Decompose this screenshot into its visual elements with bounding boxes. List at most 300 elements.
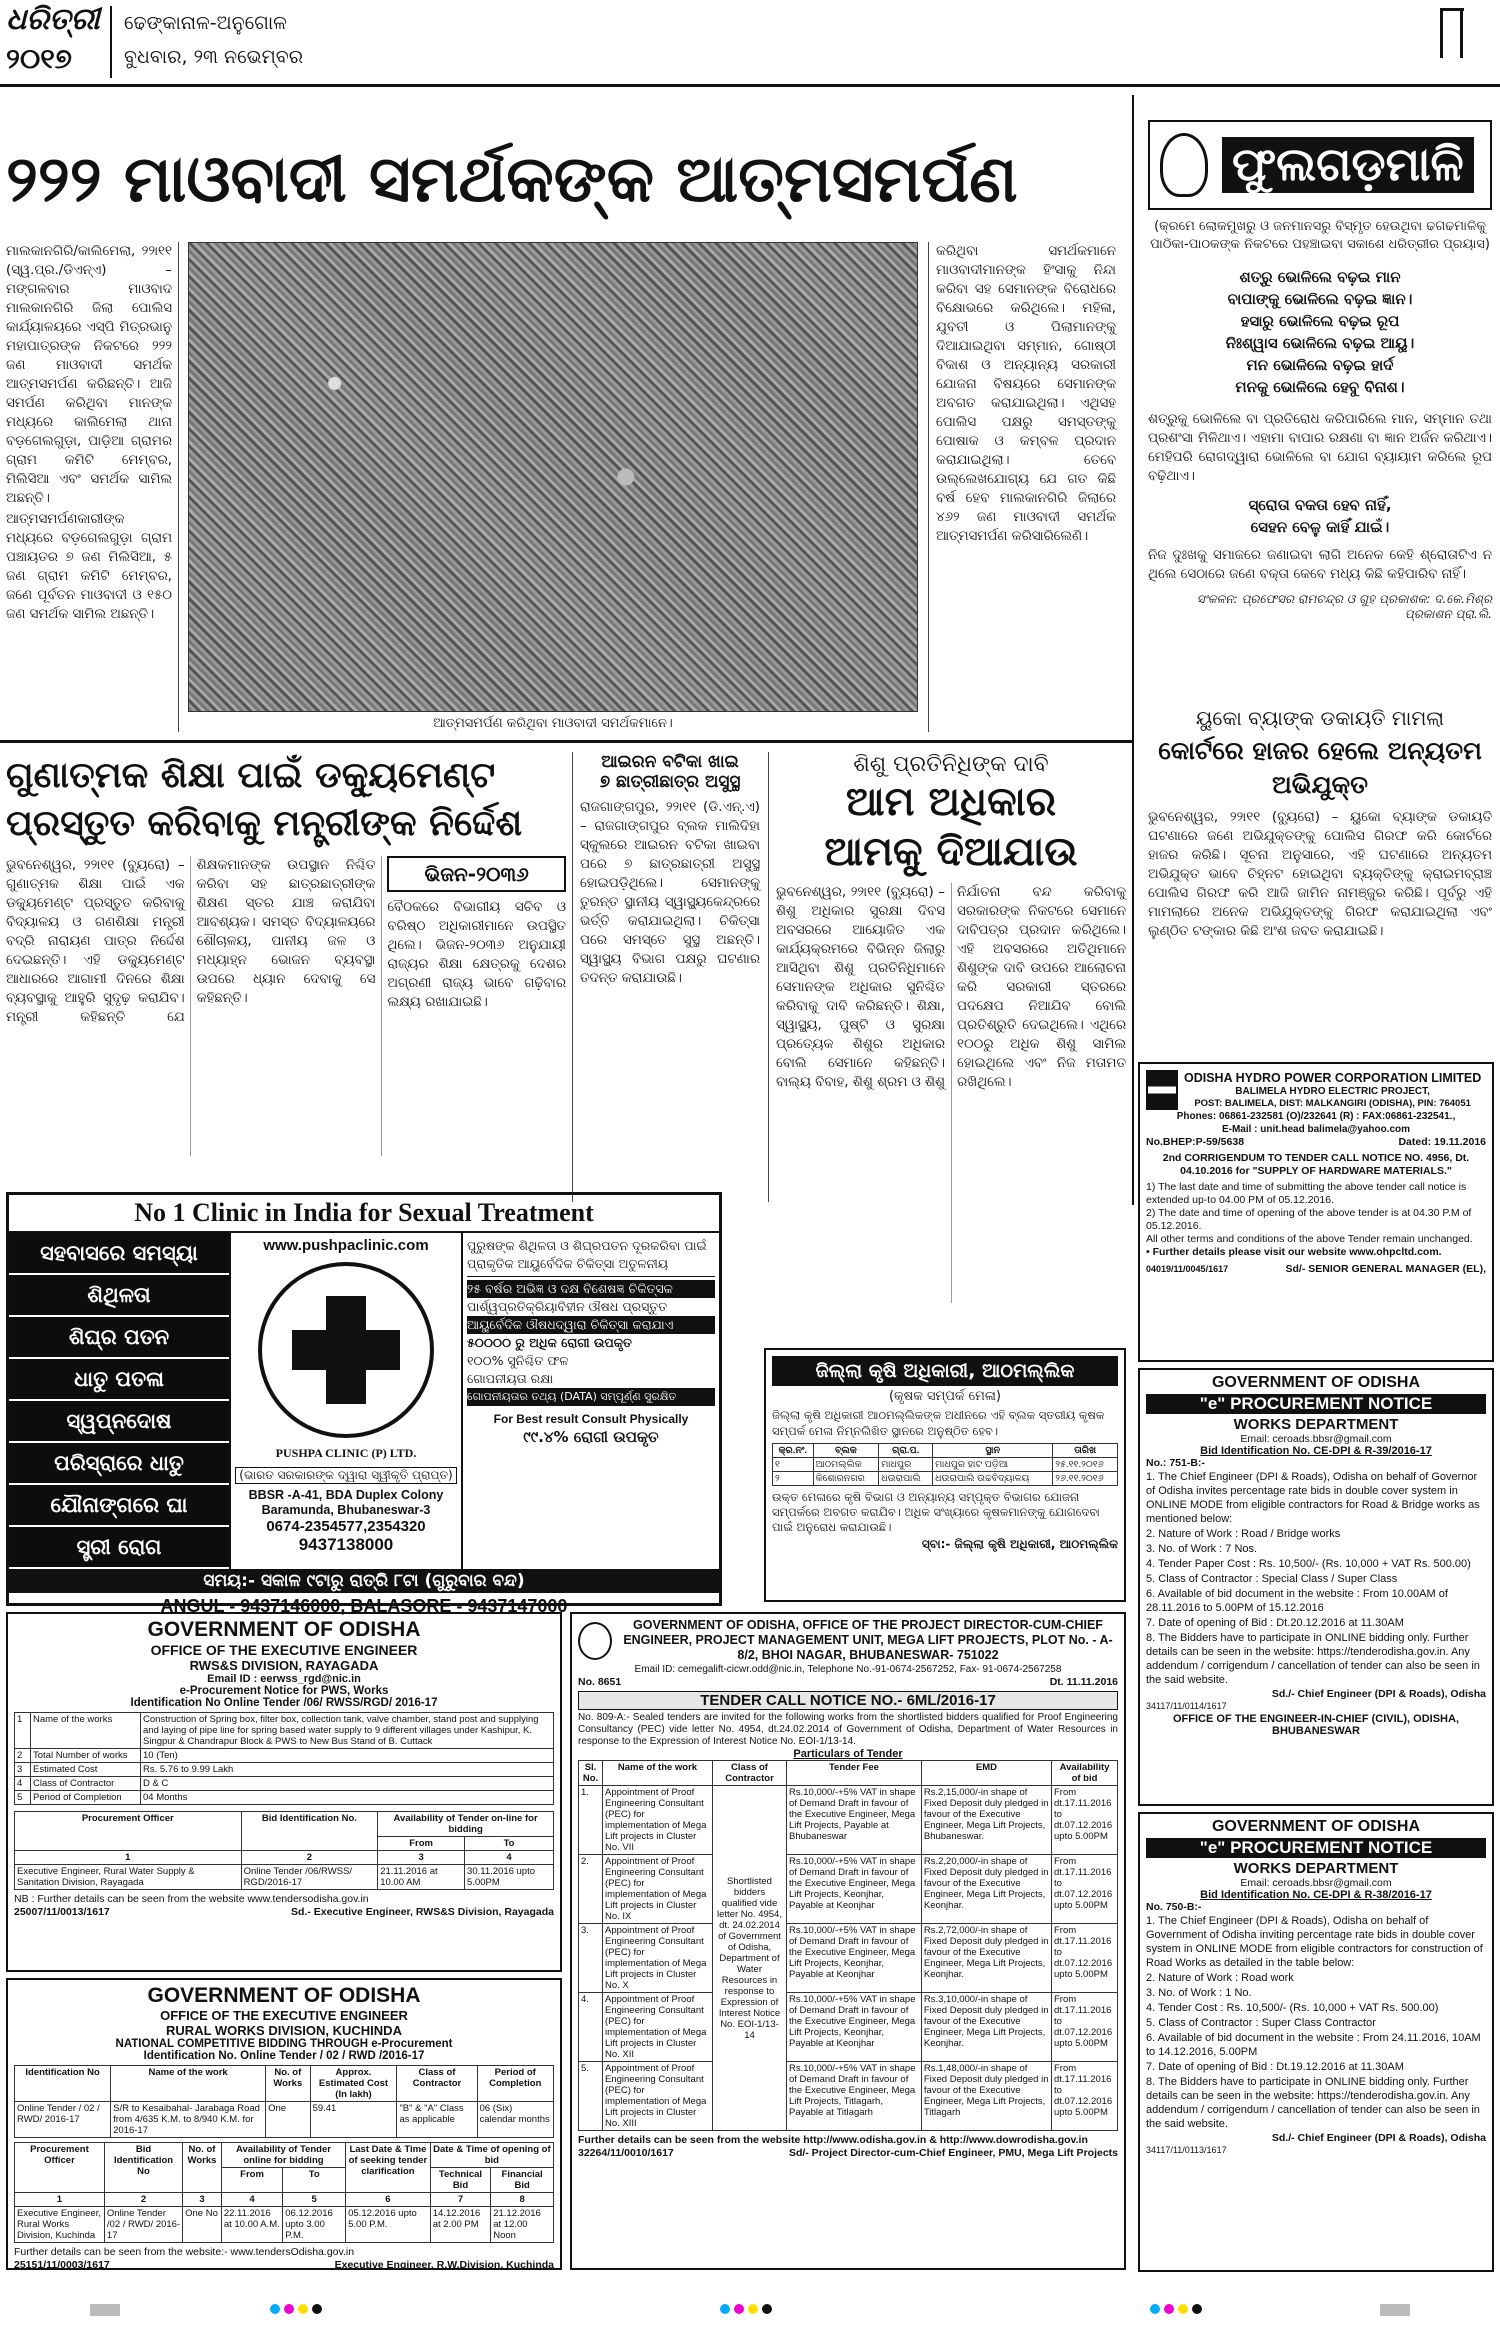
eproc2-no: No. 750-B:- <box>1146 1901 1202 1913</box>
cell: Appointment of Proof Engineering Consultant (PEC) for implementation of Mega Lift projects in Cluster No. XII <box>603 1993 713 2062</box>
pmu-no: No. 8651 <box>578 1676 622 1688</box>
eproc1-dept: WORKS DEPARTMENT <box>1233 1416 1399 1433</box>
poem-line: ମନ ଭୋଳିଲେ ବଢ଼ଇ ହାର୍ଦ <box>1246 356 1394 374</box>
rayagada-sign: Sd.- Executive Engineer, RWS&S Division, Rayagada <box>291 1906 554 1918</box>
clinic-benefit: ଗୋପନୀୟତା ରକ୍ଷା <box>467 1371 554 1386</box>
cell: Rs.2,15,000/-in shape of Fixed Deposit duly pledged in favour of the Executive Engineer, Mega Lift Projects, Bhubaneswar. <box>921 1786 1051 1855</box>
eproc-notice-1 <box>1138 1368 1494 1806</box>
ohpc-item: 2) The date and time of opening of the above tender is at 04.30 P.M of 05.12.2016. <box>1146 1207 1472 1232</box>
cell: Executive Engineer, Rural Works Division, Kuchinda <box>15 2207 105 2243</box>
cell: Appointment of Proof Engineering Consultant (PEC) for implementation of Mega Lift projects in Cluster No. IX <box>603 1855 713 1924</box>
cell: 59.41 <box>310 2102 397 2138</box>
cell: Rs.2,20,000/-in shape of Fixed Deposit duly pledged in favour of the Executive Engineer, Mega Lift Projects, Keonjhar. <box>921 1855 1051 1924</box>
supplement-year: ୨୦୧୭ <box>6 42 72 75</box>
cell: 21.12.2016 at 12.00 Noon <box>491 2207 554 2243</box>
pmu-intro: No. 809-A:- Sealed tenders are invited for the following works from the shortlisted bidders qualified for Proof Engineering Consultancy (PEC) vide letter No. 4954, dt.24.02.2014 of Government of Odisha, Department of Water Resources in response to the Expression of Interest Notice No. EOI-1/13-14. <box>578 1712 1118 1747</box>
eproc1-item: 4. Tender Paper Cost : Rs. 10,500/- (Rs. 10,000 + VAT Rs. 500.00) <box>1146 1558 1471 1570</box>
cell: 3. <box>579 1924 603 1993</box>
registration-mark <box>1150 2304 1202 2314</box>
agri-cell: କିଶୋରନଗର <box>813 1472 879 1486</box>
kuchinda-office: OFFICE OF THE EXECUTIVE ENGINEER <box>160 2008 408 2023</box>
clinic-benefit: ପାର୍ଶ୍ୱପ୍ରତିକ୍ରିୟାବିହୀନ ଔଷଧ ପ୍ରସ୍ତୁତ <box>467 1299 668 1314</box>
header: Bid Identification No <box>104 2143 182 2193</box>
clinic-mobile: 9437138000 <box>298 1535 394 1554</box>
uco-story <box>1148 706 1492 1086</box>
clinic-best-result: For Best result Consult Physically <box>493 1412 689 1426</box>
header: From <box>221 2168 282 2193</box>
header: Bid Identification No. <box>241 1812 378 1851</box>
cell: From dt.17.11.2016 to dt.07.12.2016 upto 5.00PM <box>1052 1786 1118 1855</box>
clinic-condition: ସ୍ୱପ୍ନଦୋଷ <box>9 1401 229 1443</box>
clinic-cross-icon-bar <box>292 1330 400 1370</box>
cell: Period of Completion <box>31 1791 141 1805</box>
cell: Rs.10,000/-+5% VAT in shape of Demand Draft in favour of the Executive Engineer, Mega Lift Projects, Keonjhar, Payable at Keonjhar <box>787 1855 922 1924</box>
header: Date & Time of opening of bid <box>430 2143 553 2168</box>
clinic-condition: ଶିଘ୍ର ପତନ <box>9 1317 229 1359</box>
rayagada-procurement-table <box>14 1811 554 1890</box>
clinic-benefit: ପୁରୁଷଙ୍କ ଶିଥିଳତା ଓ ଶିଘ୍ରପତନ ଦୂରକରିବା ପାଇଁ ପ୍ରାକୃତିକ ଆୟୁର୍ବେଦିକ ଚିକିତ୍ସା ଅତୁଳନୀୟ <box>467 1237 715 1277</box>
cell: 10 (Ten) <box>141 1749 554 1763</box>
clinic-center <box>231 1233 461 1569</box>
rayagada-gov: GOVERNMENT OF ODISHA <box>147 1618 421 1641</box>
column-box-title-band <box>1148 120 1492 210</box>
pmu-footer: Further details can be seen from the website http://www.odisha.gov.in & http://www.dowrodisha.gov.in <box>578 2134 1088 2146</box>
table-row <box>579 1786 1118 1855</box>
rayagada-division: RWS&S DIVISION, RAYAGADA <box>189 1658 379 1673</box>
kuchinda-gov: GOVERNMENT OF ODISHA <box>147 1984 421 2007</box>
clinic-phones: 0674-2354577,2354320 <box>266 1518 426 1535</box>
cell: 06.12.2016 upto 3.00 P.M. <box>283 2207 346 2243</box>
lead-story-col1 <box>6 242 172 762</box>
clinic-success: ୯୯.୪% ରୋଗୀ ଉପକୃତ <box>523 1428 659 1446</box>
clinic-condition: ଯୌନାଙ୍ଗରେ ଘା <box>9 1485 229 1527</box>
pmu-header: GOVERNMENT OF ODISHA, OFFICE OF THE PROJECT DIRECTOR-CUM-CHIEF ENGINEER, PROJECT MANAGEMENT UNIT, MEGA LIFT PROJECTS, PLOT No. - A- 8/2, BHOI NAGAR, BHUBANESWAR- 751022 <box>623 1618 1113 1662</box>
eproc2-items <box>1146 1914 1486 2131</box>
header: Class of Contractor <box>713 1761 787 1786</box>
header: No. of Works <box>183 2143 222 2193</box>
cell: Appointment of Proof Engineering Consultant (PEC) for implementation of Mega Lift projects in Cluster No. X <box>603 1924 713 1993</box>
cell: 4 <box>15 1777 31 1791</box>
eproc2-dept: WORKS DEPARTMENT <box>1233 1860 1399 1877</box>
agri-cell: ଧଉରାପାଲି <box>879 1472 933 1486</box>
education-headline-1: ଗୁଣାତ୍ମକ ଶିକ୍ଷା ପାଇଁ ଡକ୍ୟୁମେଣ୍ଟ <box>6 755 496 796</box>
header: 1 <box>15 1851 242 1865</box>
agri-header: କ୍ର.ନଂ. <box>773 1444 814 1458</box>
cell: From dt.17.11.2016 to dt.07.12.2016 upto 5.00PM <box>1052 1855 1118 1924</box>
pmu-table <box>578 1760 1118 2131</box>
rayagada-works-table <box>14 1712 554 1805</box>
uco-headline: କୋର୍ଟରେ ହାଜର ହେଲେ ଅନ୍ୟତମ ଅଭିଯୁକ୍ତ <box>1158 736 1482 799</box>
cell: Rs.3,10,000/-in shape of Fixed Deposit duly pledged in favour of the Executive Engineer, Mega Lift Projects, Keonjhar. <box>921 1993 1051 2062</box>
column-box-emblem-icon <box>1160 133 1208 197</box>
kuchinda-tender <box>6 1978 562 2270</box>
supplement-name: ଧରିତ୍ରୀ <box>6 2 100 37</box>
eproc1-email: Email: ceroads.bbsr@gmail.com <box>1240 1433 1392 1445</box>
table-row <box>579 2062 1118 2131</box>
cell: 4. <box>579 1993 603 2062</box>
pmu-email: Email ID: cemegalift-cicwr.odd@nic.in, Telephone No.-91-0674-2567252, Fax- 91-0674-2567258 <box>634 1664 1062 1675</box>
cell: 06 (Six) calendar months <box>477 2102 553 2138</box>
iron-headline-2: ୭ ଛାତ୍ରୀଛାତ୍ର ଅସୁସ୍ଥ <box>599 772 741 792</box>
eproc1-item: 7. Date of opening of Bid : Dt.20.12.2016 at 11.30AM <box>1146 1617 1404 1629</box>
poem-line: ହସାରୁ ଭୋଳିଲେ ବଢ଼ଇ ରୂପ <box>1240 312 1400 330</box>
ohpc-sub2: POST: BALIMELA, DIST: MALKANGIRI (ODISHA), PIN: 764051 <box>1194 1097 1471 1109</box>
header: Last Date & Time of seeking tender clarification <box>346 2143 431 2193</box>
header: 2 <box>104 2193 182 2207</box>
header: Tender Fee <box>787 1761 922 1786</box>
eproc1-no: No.: 751-B:- <box>1146 1457 1205 1469</box>
header: Procurement Officer <box>15 2143 105 2193</box>
cell: Estimated Cost <box>31 1763 141 1777</box>
rayagada-nb: NB : Further details can be seen from the website www.tendersodisha.gov.in <box>14 1893 369 1905</box>
ohpc-logo-icon <box>1146 1070 1178 1110</box>
education-headline-2: ପ୍ରସ୍ତୁତ କରିବାକୁ ମନ୍ତ୍ରୀଙ୍କ ନିର୍ଦ୍ଦେଶ <box>6 803 523 844</box>
header: Availability of Tender online for bidding <box>221 2143 345 2168</box>
cell: Rs.10,000/-+5% VAT in shape of Demand Draft in favour of the Executive Engineer, Mega Lift Projects, Keonjhar, Payable at Keonjhar <box>787 1993 922 2062</box>
ohpc-phones: Phones: 06861-232581 (O)/232641 (R) : FAX:06861-232541., <box>1176 1111 1456 1122</box>
education-body: ଭୁବନେଶ୍ୱର, ୨୨ା୧୧ (ବ୍ୟୁରୋ) – ଗୁଣାତ୍ମକ ଶିକ୍ଷା ପାଇଁ ଏକ ଡକ୍ୟୁମେଣ୍ଟ ପ୍ରସ୍ତୁତ କରିବାକୁ ବିଦ୍ୟାଳୟ ଓ ଗଣଶିକ୍ଷା ମନ୍ତ୍ରୀ ବଦ୍ରି ନାରାୟଣ ପାତ୍ର ନିର୍ଦ୍ଦେଶ ଦେଇଛନ୍ତି। ଏହି ଡକ୍ୟୁମେଣ୍ଟ ଆଧାରରେ ଆଗାମୀ ଦିନରେ ଶିକ୍ଷା ବ୍ୟବସ୍ଥାକୁ ଆହୁରି ସୁଦୃଢ଼ କରାଯିବ। ମନ୍ତ୍ରୀ କହିଛନ୍ତି ଯେ ଶିକ୍ଷକମାନଙ୍କ ଉପସ୍ଥାନ ନିଶ୍ଚିତ କରିବା ସହ ଛାତ୍ରଛାତ୍ରୀଙ୍କ ଶିକ୍ଷଣ ସ୍ତର ଯାଞ୍ଚ କରାଯିବା ଆବଶ୍ୟକ। ସମସ୍ତ ବିଦ୍ୟାଳୟରେ ଶୌଚାଳୟ, ପାନୀୟ ଜଳ ଓ ମଧ୍ୟାହ୍ନ ଭୋଜନ ବ୍ୟବସ୍ଥା ଉପରେ ଧ୍ୟାନ ଦେବାକୁ ସେ କହିଛନ୍ତି। <box>6 858 376 1025</box>
eproc2-item: 4. Tender Cost : Rs. 10,500/- (Rs. 10,000 + VAT Rs. 500.00) <box>1146 2002 1439 2014</box>
ohpc-other: All other terms and conditions of the above Tender remain unchanged. <box>1146 1233 1473 1245</box>
eproc2-item: 3. No. of Work : 1 No. <box>1146 1987 1252 1999</box>
clinic-benefit: ୨୫ ବର୍ଷର ଅଭିଜ୍ଞ ଓ ଦକ୍ଷ ବିଶେଷଜ୍ଞ ଚିକିତ୍ସକ <box>467 1280 715 1298</box>
header: 8 <box>491 2193 554 2207</box>
ohpc-further: • Further details please visit our website www.ohpcltd.com. <box>1146 1246 1442 1258</box>
ohpc-ref: 04019/11/0045/1617 <box>1146 1264 1229 1274</box>
rayagada-email: Email ID : eerwss_rgd@nic.in <box>207 1673 361 1685</box>
agri-notice <box>764 1348 1126 1602</box>
eproc2-bid: Bid Identification No. CE-DPI & R-38/2016-17 <box>1200 1889 1432 1901</box>
clinic-logo-text: PUSHPA CLINIC (P) LTD. <box>275 1446 417 1460</box>
header: Name of the work <box>603 1761 713 1786</box>
kuchinda-work-table <box>14 2065 554 2138</box>
table-row <box>15 2207 554 2243</box>
header: 3 <box>183 2193 222 2207</box>
ohpc-email: E-Mail : unit.head balimela@yahoo.com <box>1221 1124 1411 1135</box>
header: EMD <box>921 1761 1051 1786</box>
table-row <box>15 1763 554 1777</box>
header: 4 <box>221 2193 282 2207</box>
issue-date: ବୁଧବାର, ୨୩ ନଭେମ୍ବର <box>124 46 304 68</box>
column-box-poem <box>1148 266 1492 398</box>
cell: 2 <box>15 1749 31 1763</box>
table-row <box>773 1472 1118 1486</box>
cell: 5. <box>579 2062 603 2131</box>
eproc2-email: Email: ceroads.bbsr@gmail.com <box>1240 1877 1392 1889</box>
iron-headline-1: ଆଇରନ ବଟିକା ଖାଇ <box>601 752 739 772</box>
kuchinda-schedule-table <box>14 2142 554 2243</box>
eproc1-item: 1. The Chief Engineer (DPI & Roads), Odisha on behalf of Governor of Odisha invites percentage rate bids in double cover system in ONLINE MODE from eligible contractors for Road & Bridge works as mentioned below: <box>1146 1471 1480 1525</box>
iron-body: ରାଜଗାଙ୍ଗପୁର, ୨୨ା୧୧ (ଡି.ଏନ୍‌.ଏ) – ରାଜଗାଙ୍ଗପୁର ବ୍ଲକ ମାଲିଦିହା ସ୍କୁଲରେ ଆଇରନ ବଟିକା ଖାଇବା ପରେ ୭ ଛାତ୍ରଛାତ୍ରୀ ଅସୁସ୍ଥ ହୋଇପଡ଼ିଥିଲେ। ସେମାନଙ୍କୁ ତୁରନ୍ତ ସ୍ଥାନୀୟ ସ୍ୱାସ୍ଥ୍ୟକେନ୍ଦ୍ରରେ ଭର୍ତ୍ତି କରାଯାଇଥିଲା। ଚିକିତ୍ସା ପରେ ସମସ୍ତେ ସୁସ୍ଥ ଅଛନ୍ତି। ସ୍ୱାସ୍ଥ୍ୟ ବିଭାଗ ପକ୍ଷରୁ ଘଟଣାର ତଦନ୍ତ କରାଯାଉଛି। <box>580 800 760 986</box>
eproc1-item: 6. Available of bid document in the website : From 10.00AM of 28.11.2016 to 5.00PM of 15.12.2016 <box>1146 1588 1448 1614</box>
education-body-2: ବୈଠକରେ ବିଭାଗୀୟ ସଚିବ ଓ ବରିଷ୍ଠ ଅଧିକାରୀମାନେ ଉପସ୍ଥିତ ଥିଲେ। ଭିଜନ-୨୦୩୬ ଅନୁଯାୟୀ ରାଜ୍ୟର ଶିକ୍ଷା କ୍ଷେତ୍ରକୁ ଦେଶର ଅଗ୍ରଣୀ ରାଜ୍ୟ ଭାବେ ଗଢ଼ିବାର ଲକ୍ଷ୍ୟ ରଖାଯାଇଛି। <box>387 900 566 1010</box>
agri-cell: ମାଧପୁର <box>879 1458 933 1472</box>
ohpc-corrigendum: 2nd CORRIGENDUM TO TENDER CALL NOTICE NO. 4956, Dt. 04.10.2016 for "SUPPLY OF HARDWARE MATERIALS." <box>1162 1152 1470 1177</box>
cell: Online Tender /02 / RWD/ 2016-17 <box>104 2207 182 2243</box>
cell: 1 <box>15 1713 31 1749</box>
header: 1 <box>15 2193 105 2207</box>
poem-line: ମନକୁ ଭୋଳିଲେ ହେବୁ ବିନାଶ। <box>1235 378 1405 396</box>
cell: 04 Months <box>141 1791 554 1805</box>
eproc2-gov: GOVERNMENT OF ODISHA <box>1211 1818 1420 1835</box>
clinic-benefit: ୫୦୦୦୦ ରୁ ଅଧିକ ରୋଗୀ ଉପକୃତ <box>467 1335 632 1350</box>
clinic-logo <box>258 1262 434 1438</box>
clinic-ad <box>6 1192 722 1616</box>
clinic-address: BBSR -A-41, BDA Duplex Colony Baramunda, Bhubaneswar-3 <box>248 1488 444 1517</box>
clinic-condition: ସ୍ତ୍ରୀ ରୋଗ <box>9 1527 229 1569</box>
table-row <box>579 1993 1118 2062</box>
eproc1-item: 8. The Bidders have to participate in ONLINE bidding only. Further details can be seen in the website: https://tenderodisha.gov.in. Any addendum / corrigendum / cancellation of tender can also be seen in the said website. <box>1146 1632 1480 1686</box>
agri-title: ଜିଲ୍ଲା କୃଷି ଅଧିକାରୀ, ଆଠମଲ୍ଲିକ <box>772 1356 1118 1386</box>
photo-caption: ଆତ୍ମସମର୍ପଣ କରିଥିବା ମାଓବାଦୀ ସମର୍ଥକମାନେ। <box>433 716 673 731</box>
header: 7 <box>430 2193 490 2207</box>
table-row <box>15 1791 554 1805</box>
eproc2-item: 1. The Chief Engineer (DPI & Roads), Odisha on behalf of Government of Odisha inviting percentage rate bids in double cover system in ONLINE MODE from eligible contractors for construction of Road Works as detailed in the table below: <box>1146 1915 1483 1969</box>
header: Period of Completion <box>477 2066 553 2102</box>
uco-body: ଭୁବନେଶ୍ୱର, ୨୨ା୧୧ (ବ୍ୟୁରୋ) – ୟୁକୋ ବ୍ୟାଙ୍କ ଡକାୟତି ଘଟଣାରେ ଜଣେ ଅଭିଯୁକ୍ତଙ୍କୁ ପୋଲିସ ଗିରଫ କରି କୋର୍ଟରେ ହାଜର କରିଛି। ସୂଚନା ଅନୁସାରେ, ଏହି ଘଟଣାରେ ଅନ୍ୟତମ ଅଭିଯୁକ୍ତ ଭାବେ ଚିହ୍ନଟ ହୋଇଥିବା ବ୍ୟକ୍ତିଙ୍କୁ କ୍ରାଇମବ୍ରାଞ୍ଚ ପୋଲିସ ଗିରଫ କରି ଆଜି ଜାମିନ ନାମଞ୍ଜୁର କରିଛି। ପୂର୍ବରୁ ଏହି ମାମଲାରେ ଅନେକ ଅଭିଯୁକ୍ତଙ୍କୁ ଗିରଫ କରାଯାଇଥିଲା ଏବଂ ଲୁଣ୍ଠିତ ଟଙ୍କାର କିଛି ଅଂଶ ଜବତ କରାଯାଇଛି। <box>1148 810 1492 939</box>
eproc2-item: 5. Class of Contractor : Super Class Contractor <box>1146 2017 1376 2029</box>
pmu-dt: Dt. 11.11.2016 <box>1049 1676 1118 1688</box>
header: Identification No <box>15 2066 111 2102</box>
children-body: ଭୁବନେଶ୍ୱର, ୨୨ା୧୧ (ବ୍ୟୁରୋ) – ଶିଶୁ ଅଧିକାର ସୁରକ୍ଷା ଦିବସ ଅବସରରେ ଆୟୋଜିତ ଏକ କାର୍ଯ୍ୟକ୍ରମରେ ବିଭିନ୍ନ ଜିଲାରୁ ଆସିଥିବା ଶିଶୁ ପ୍ରତିନିଧିମାନେ ସେମାନଙ୍କ ଅଧିକାର ସୁନିଶ୍ଚିତ କରିବାକୁ ଦାବି କରିଛନ୍ତି। ଶିକ୍ଷା, ସ୍ୱାସ୍ଥ୍ୟ, ପୁଷ୍ଟି ଓ ସୁରକ୍ଷା ପ୍ରତ୍ୟେକ ଶିଶୁର ଅଧିକାର ବୋଲି ସେମାନେ କହିଛନ୍ତି। ବାଲ୍ୟ ବିବାହ, ଶିଶୁ ଶ୍ରମ ଓ ଶିଶୁ ନିର୍ଯାତନା ବନ୍ଦ କରିବାକୁ ସରକାରଙ୍କ ନିକଟରେ ସେମାନେ ଦାବିପତ୍ର ପ୍ରଦାନ କରିଥିଲେ। ଏହି ଅବସରରେ ଅତିଥିମାନେ ଶିଶୁଙ୍କ ଦାବି ଉପରେ ଆଲୋଚନା କରି ସରକାରୀ ସ୍ତରରେ ପଦକ୍ଷେପ ନିଆଯିବ ବୋଲି ପ୍ରତିଶ୍ରୁତି ଦେଇଥିଲେ। ଏଥିରେ ୧୦୦ରୁ ଅଧିକ ଶିଶୁ ସାମିଲ ହୋଇଥିଲେ ଏବଂ ନିଜ ମତାମତ ରଖିଥିଲେ। <box>776 885 1126 1090</box>
agri-cell: ୨ <box>773 1472 814 1486</box>
cell: 2. <box>579 1855 603 1924</box>
clinic-timing: ସମୟ:- ସକାଳ ୯ଟାରୁ ରାତ୍ରି ୮ଟା (ଗୁରୁବାର ବନ୍ଦ) <box>9 1569 719 1593</box>
column-box-poem-2 <box>1148 494 1492 538</box>
clinic-conditions <box>9 1233 231 1569</box>
edition-name: ଢେଙ୍କାନାଳ-ଅନୁଗୋଳ <box>124 12 287 34</box>
cell: 22.11.2016 at 10.00 A.M. <box>221 2207 282 2243</box>
cell: Class of Contractor <box>31 1777 141 1791</box>
cell: Rs.10,000/-+5% VAT in shape of Demand Draft in favour of the Executive Engineer, Mega Lift Projects, Keonjhar, Payable at Keonjhar <box>787 1924 922 1993</box>
eproc2-item: 7. Date of opening of Bid : Dt.19.12.2016 at 11.30AM <box>1146 2061 1404 2073</box>
eproc1-gov: GOVERNMENT OF ODISHA <box>1211 1374 1420 1391</box>
agri-table <box>772 1443 1118 1486</box>
eproc1-item: 2. Nature of Work : Road / Bridge works <box>1146 1528 1341 1540</box>
column-box-title: ଫୁଲଗଡ଼ମାଳି <box>1222 137 1474 193</box>
header: 4 <box>465 1851 554 1865</box>
clinic-website: www.pushpaclinic.com <box>263 1237 429 1254</box>
clinic-branches: ANGUL - 9437146000, BALASORE - 9437147000 <box>160 1596 568 1616</box>
cell: 30.11.2016 upto 5.00PM <box>465 1865 554 1890</box>
column-box <box>1148 120 1492 700</box>
eproc2-ref: 34117/11/0113/1617 <box>1146 2145 1227 2155</box>
cell: Rs.10,000/-+5% VAT in shape of Demand Draft in favour of the Executive Engineer, Mega Lift Projects, Titlagarh, Payable at Titlagarh <box>787 2062 922 2131</box>
cell: 05.12.2016 upto 5.00 P.M. <box>346 2207 431 2243</box>
header: Availability of Tender on-line for bidding <box>378 1812 554 1837</box>
kuchinda-division: RURAL WORKS DIVISION, KUCHINDA <box>166 2023 402 2038</box>
header: Approx. Estimated Cost (In lakh) <box>310 2066 397 2102</box>
ohpc-notice <box>1138 1062 1494 1362</box>
agri-subtitle: (କୃଷକ ସମ୍ପର୍କ ମେଳା) <box>888 1389 1002 1404</box>
table-row <box>579 1855 1118 1924</box>
agri-cell: ମାଧପୁର ହାଟ ପଡ଼ିଆ <box>933 1458 1053 1472</box>
education-inset: ଭିଜନ-୨୦୩୬ <box>387 856 566 892</box>
registration-mark <box>720 2304 772 2314</box>
cell: Name of the works <box>31 1713 141 1749</box>
eproc2-item: 2. Nature of Work : Road work <box>1146 1972 1294 1984</box>
clinic-benefit: ଆୟୁର୍ବେଦିକ ଔଷଧଦ୍ୱାରା ଚିକିତ୍ସା କରାଯାଏ <box>467 1316 715 1334</box>
header: Class of Contractor <box>397 2066 477 2102</box>
cell: 21.11.2016 at 10.00 AM <box>378 1865 465 1890</box>
poem-line: ସ୍ରୋତା ବକତା ହେବ ନାହିଁ, <box>1248 496 1392 514</box>
rayagada-notice: e-Procurement Notice for PWS, Works <box>179 1685 389 1697</box>
ohpc-dated: Dated: 19.11.2016 <box>1398 1136 1486 1148</box>
page-corner-mark-2 <box>1460 8 1468 58</box>
eproc2-item: 8. The Bidders have to participate in ONLINE bidding only. Further details can be seen in the website: https://tenderodisha.gov.in. Any addendum / corrigendum / cancellation of tender can also be seen in the said website. <box>1146 2076 1480 2130</box>
poem-line: ବାପାଙ୍କୁ ଭୋଳିଲେ ବଢ଼ଇ ଜ୍ଞାନ। <box>1227 290 1413 308</box>
header: From <box>378 1837 465 1851</box>
eproc1-sign: Sd./- Chief Engineer (DPI & Roads), Odisha <box>1271 1688 1486 1700</box>
header: Procurement Officer <box>15 1812 242 1851</box>
clinic-condition: ପରିସ୍ରାରେ ଧାତୁ <box>9 1443 229 1485</box>
table-row <box>15 1865 554 1890</box>
agri-cell: ଧଉରାପାଲି ଉଚ୍ଚବିଦ୍ୟାଳୟ <box>933 1472 1053 1486</box>
table-row <box>15 1777 554 1791</box>
eproc1-items <box>1146 1470 1486 1687</box>
ohpc-item: 1) The last date and time of submitting the above tender call notice is extended up-to 04.00 PM of 05.12.2016. <box>1146 1181 1467 1206</box>
agri-cell: ୨୫.୧୧.୨୦୧୬ <box>1053 1458 1118 1472</box>
clinic-title: No 1 Clinic in India for Sexual Treatment <box>9 1195 719 1233</box>
lead-story-continued: କରିଥିବା ସମର୍ଥକମାନେ ମାଓବାଦୀମାନଙ୍କ ହିଂସାକୁ ନିନ୍ଦା କରିବା ସହ ସେମାନଙ୍କ ବିରୋଧରେ ବିକ୍ଷୋଭରେ କରିଥିଲେ। ମହିଳା, ଯୁବତୀ ଓ ପିଲାମାନଙ୍କୁ ଦିଆଯାଇଥିବା ସମ୍ମାନ, ଗୋଷ୍ଠୀ ବିକାଶ ଓ ଅନ୍ୟାନ୍ୟ ସରକାରୀ ଯୋଜନା ବିଷୟରେ ସେମାନଙ୍କ ଅବଗତ କରାଯାଇଥିଲା। ଏଥିସହ ପୋଲିସ ପକ୍ଷରୁ ସମସ୍ତଙ୍କୁ ପୋଷାକ ଓ କମ୍ବଳ ପ୍ରଦାନ କରାଯାଇଥିଲା। ତେବେ ଉଲ୍ଲେଖଯୋଗ୍ୟ ଯେ ଗତ କିଛି ବର୍ଷ ହେବ ମାଲକାନଗିରି ଜିଲାରେ ୪୬୨ ଜଣ ମାଓବାଦୀ ସମର୍ଥକ ଆତ୍ମସମର୍ପଣ କରିସାରିଲେଣି। <box>936 244 1116 544</box>
poem-line: ନିଃଶ୍ୱାସ ଭୋଳିଲେ ବଢ଼ଇ ଆୟୁ। <box>1225 334 1415 352</box>
iron-story <box>580 752 760 1192</box>
lead-story-col3 <box>936 242 1116 742</box>
cell: Shortlisted bidders qualified vide letter No. 4954, dt. 24.02.2014 of Government of Odisha, Department of Water Resources in response to Expression of Interest Notice No. EOI-1/13-14 <box>713 1786 787 2131</box>
clinic-condition: ଧାତୁ ପତଳା <box>9 1359 229 1401</box>
cell: 3 <box>15 1763 31 1777</box>
cell: One <box>266 2102 310 2138</box>
kuchinda-footer: Further details can be seen from the website:- www.tendersOdisha.gov.in <box>14 2246 355 2258</box>
eproc1-title: "e" PROCUREMENT NOTICE <box>1146 1394 1486 1414</box>
cell: From dt.17.11.2016 to dt.07.12.2016 upto 5.00PM <box>1052 1924 1118 1993</box>
header: Technical Bid <box>430 2168 490 2193</box>
cell: Online Tender / 02 / RWD/ 2016-17 <box>15 2102 111 2138</box>
header: 2 <box>241 1851 378 1865</box>
ohpc-sign: Sd/- SENIOR GENERAL MANAGER (EL), <box>1285 1263 1486 1275</box>
cell: Rs.2,72,000/-in shape of Fixed Deposit duly pledged in favour of the Executive Engineer, Mega Lift Projects, Keonjhar. <box>921 1924 1051 1993</box>
clinic-condition: ଶିଥିଳତା <box>9 1275 229 1317</box>
table-row <box>15 1749 554 1763</box>
agri-header: ବ୍ଲକ <box>813 1444 879 1458</box>
agri-cell: ୧ <box>773 1458 814 1472</box>
clinic-benefits <box>461 1233 719 1569</box>
header: Financial Bid <box>491 2168 554 2193</box>
poem-line: ସେହନ ବେଳୁ କାହିଁ ଯାଇଁ। <box>1250 518 1390 536</box>
column-box-credit: ସଂକଳନ: ପ୍ରଫେସର ରାମଚନ୍ଦ୍ର ଓ ଗୁହ ପ୍ରକାଶକ: ଦ.କେ.ମିଶ୍ର ପ୍ରକାଶନ ପ୍ରା.ଲି. <box>1196 592 1492 621</box>
cell: From dt.17.11.2016 to dt.07.12.2016 upto 5.00PM <box>1052 1993 1118 2062</box>
rayagada-tender <box>6 1612 562 1972</box>
ohpc-sub1: BALIMELA HYDRO ELECTRIC PROJECT, <box>1235 1085 1430 1097</box>
eproc1-ref: 34117/11/0114/1617 <box>1146 1701 1227 1711</box>
table-row <box>15 1713 554 1749</box>
agri-header: ସ୍ଥାନ <box>933 1444 1053 1458</box>
ohpc-title: ODISHA HYDRO POWER CORPORATION LIMITED <box>1184 1070 1482 1085</box>
clinic-condition: ସହବାସରେ ସମସ୍ୟା <box>9 1233 229 1275</box>
cell: 1. <box>579 1786 603 1855</box>
eproc1-item: 5. Class of Contractor : Special Class / Super Class <box>1146 1573 1398 1585</box>
children-kicker: ଶିଶୁ ପ୍ରତିନିଧିଙ୍କ ଦାବି <box>853 752 1049 777</box>
column-box-body: ଶତ୍ରୁକୁ ଭୋଳିଲେ ବା ପ୍ରତିରୋଧ କରିପାରିଲେ ମାନ, ସମ୍ମାନ ତଥା ପ୍ରଶଂସା ମିଳିଥାଏ। ଏହାମା ବାପାର ରକ୍ଷଣା ବା ଜ୍ଞାନ ଅର୍ଜନ କରିଥାଏ। ମେହିପରି ରୋଗଦ୍ୱାରା ଭୋଳିଲେ ବା ଯୋଗ ବ୍ୟାୟାମ କରିଲେ ରୂପ ବଢ଼ିଥାଏ। <box>1148 412 1492 484</box>
clinic-data-note: ଗୋପନୀୟତାର ତଥ୍ୟ (DATA) ସମ୍ପୂର୍ଣ୍ଣ ସୁରକ୍ଷିତ <box>467 1388 715 1406</box>
uco-kicker: ୟୁକୋ ବ୍ୟାଙ୍କ ଡକାୟତି ମାମଲା <box>1195 706 1445 730</box>
children-headline-2: ଆମକୁ ଦିଆଯାଉ <box>824 829 1078 875</box>
header: 6 <box>346 2193 431 2207</box>
eproc-notice-2 <box>1138 1812 1494 2272</box>
header: Availability of bid <box>1052 1761 1118 1786</box>
cell: Appointment of Proof Engineering Consultant (PEC) for implementation of Mega Lift projects in Cluster No. VII <box>603 1786 713 1855</box>
clinic-benefit: ୧୦୦% ସୁନିଶ୍ଚିତ ଫଳ <box>467 1353 569 1368</box>
agri-cell: ଆଠମଲ୍ଲିକ <box>813 1458 879 1472</box>
lead-story-text: ମାଲକାନଗିରି/କାଲିମେଲା, ୨୨ା୧୧ (ସ୍ୱ.ପ୍ର./ଡିଏନ୍‌ଏ) – ମଙ୍ଗଳବାର ମାଓବାଦ ମାଲକାନଗିରି ଜିଲା ପୋଲିସ କାର୍ଯ୍ୟାଳୟରେ ଏସ୍‌ପି ମିତ୍ରଭାନୁ ମହାପାତ୍ରଙ୍କ ନିକଟରେ ୨୨୨ ଜଣ ମାଓବାଦୀ ସମର୍ଥକ ଆତ୍ମସମର୍ପଣ କରିଛନ୍ତି। ଆଜି ସମର୍ପଣ କରିଥିବା ମାନଙ୍କ ମଧ୍ୟରେ କାଲିମେଲା ଥାନା ବଡ଼ଗେଲଗୁଡ଼ା, ପାଡ଼ିଆ ଗ୍ରାମର ଗ୍ରାମ କମିଟି ମେମ୍ବର, ମିଲିସିଆ ଏବଂ ସମର୍ଥକ ସାମିଲ ଅଛନ୍ତି। <box>6 244 172 506</box>
children-story <box>776 752 1126 1342</box>
header: Sl. No. <box>579 1761 603 1786</box>
odisha-emblem-icon <box>578 1622 612 1660</box>
cell: Online Tender /06/RWSS/ RGD/2016-17 <box>241 1865 378 1890</box>
education-story <box>6 752 566 1172</box>
cell: Rs. 5.76 to 9.99 Lakh <box>141 1763 554 1777</box>
agri-footer: ଉକ୍ତ ମେଳାରେ କୃଷି ବିଭାଗ ଓ ଅନ୍ୟାନ୍ୟ ସମ୍ପୃକ୍ତ ବିଭାଗର ଯୋଜନା ସମ୍ପର୍କରେ ଅବଗତ କରାଯିବ। ଅଧିକ ସଂଖ୍ୟାରେ କୃଷକମାନଙ୍କୁ ଯୋଗଦେବା ପାଇଁ ଅନୁରୋଧ କରାଯାଉଛି। <box>772 1490 1100 1534</box>
table-row <box>773 1458 1118 1472</box>
header: 3 <box>378 1851 465 1865</box>
pmu-particulars: Particulars of Tender <box>793 1748 903 1760</box>
eproc1-item: 3. No. of Work : 7 Nos. <box>1146 1543 1258 1555</box>
column-box-body-2: ନିଜ ଦୁଃଖକୁ ସମାଜରେ ଜଣାଇବା ଲାଗି ଅନେକ କେହି ଶ୍ରୋତାଟିଏ ନ ଥିଲେ ସେଠାରେ ଜଣେ ବକ୍ତା କେବେ ମଧ୍ୟ କିଛି କହିପାରିବ ନାହିଁ। <box>1148 548 1492 582</box>
eproc1-bid: Bid Identification No. CE-DPI & R-39/2016-17 <box>1200 1445 1432 1457</box>
cell: "B" & "A" Class as applicable <box>397 2102 477 2138</box>
eproc2-item: 6. Available of bid document in the website : From 24.11.2016, 10AM to 14.12.2016, 5.00PM <box>1146 2032 1481 2058</box>
lead-story-text-b: ଆତ୍ମସମର୍ପଣକାରୀଙ୍କ ମଧ୍ୟରେ ବଡ଼ଗେଲଗୁଡ଼ା ଗ୍ରାମ ପଞ୍ଚାୟତର ୭ ଜଣ ମିଲିସିଆ, ୫ ଜଣ ଗ୍ରାମ କମିଟି ମେମ୍ବର, ଜଣେ ପୂର୍ବତନ ମାଓବାଦୀ ଓ ୧୫୦ ଜଣ ସମର୍ଥକ ସାମିଲ ଅଛନ୍ତି। <box>6 512 172 622</box>
header: 5 <box>283 2193 346 2207</box>
poem-line: ଶତ୍ରୁ ଭୋଳିଲେ ବଢ଼ଇ ମାନ <box>1239 268 1401 286</box>
pmu-sign: Sd/- Project Director-cum-Chief Engineer, PMU, Mega Lift Projects <box>788 2147 1118 2159</box>
lead-headline: ୨୨୨ ମାଓବାଦୀ ସମର୍ଥକଙ୍କ ଆତ୍ମସମର୍ପଣ <box>6 143 1018 217</box>
cell: Appointment of Proof Engineering Consultant (PEC) for implementation of Mega Lift projects in Cluster No. XIII <box>603 2062 713 2131</box>
registration-mark <box>1380 2304 1410 2316</box>
cell: One No <box>183 2207 222 2243</box>
header: Name of the work <box>111 2066 266 2102</box>
cell: From dt.17.11.2016 to dt.07.12.2016 upto 5.00PM <box>1052 2062 1118 2131</box>
agri-header: ତାରିଖ <box>1053 1444 1118 1458</box>
table-row <box>15 2102 554 2138</box>
eproc2-title: "e" PROCUREMENT NOTICE <box>1146 1838 1486 1858</box>
pmu-ref: 32264/11/0010/1617 <box>578 2147 674 2159</box>
cell: Total Number of works <box>31 1749 141 1763</box>
pmu-tender <box>570 1612 1126 2270</box>
eproc2-sign: Sd./- Chief Engineer (DPI & Roads), Odisha <box>1271 2132 1486 2144</box>
cell: Rs.1,48,000/-in shape of Fixed Deposit duly pledged in favour of the Executive Engineer, Mega Lift Projects, Titlagarh <box>921 2062 1051 2131</box>
rayagada-office: OFFICE OF THE EXECUTIVE ENGINEER <box>150 1642 418 1658</box>
print-registration-marks <box>0 2290 1500 2330</box>
surrender-photo <box>188 242 918 712</box>
cell: Construction of Spring box, filter box, collection tank, valve chamber, stand post and supplying and laying of pipe line for spring based water supply to 9 different villages under Kashipur, K. Singpur & Chandrapur Block & PWS to New Bus Stand of B. Cuttack <box>141 1713 554 1749</box>
rayagada-ref: 25007/11/0013/1617 <box>14 1906 110 1918</box>
column-box-intro: (କ୍ରମେ ଲୋକମୁଖରୁ ଓ ଜନମାନସରୁ ବିସ୍ମୃତ ହେଉଥିବା ଢଗଢମାଳିକୁ ପାଠିକା-ପାଠକଙ୍କ ନିକଟରେ ପହଞ୍ଚାଇବା ସକାଶେ ଧରିତ୍ରୀର ପ୍ରୟାସ) <box>1150 219 1490 252</box>
agri-header: ଗ୍ରା.ପ. <box>879 1444 933 1458</box>
registration-mark <box>90 2304 120 2316</box>
cell: Rs.10,000/-+5% VAT in shape of Demand Draft in favour of the Executive Engineer, Mega Lift Projects, Payable at Bhubaneswar <box>787 1786 922 1855</box>
eproc1-office: OFFICE OF THE ENGINEER-IN-CHIEF (CIVIL), ODISHA, BHUBANESWAR <box>1173 1713 1459 1737</box>
agri-cell: ୨୬.୧୧.୨୦୧୬ <box>1053 1472 1118 1486</box>
cell: D & C <box>141 1777 554 1791</box>
clinic-govt-approved: (ଭାରତ ସରକାରଙ୍କ ଦ୍ୱାରା ସ୍ୱୀକୃତି ପ୍ରାପ୍ତ) <box>235 1467 457 1484</box>
header: To <box>283 2168 346 2193</box>
masthead <box>0 0 1500 90</box>
cell: Executive Engineer, Rural Water Supply & Sanitation Division, Rayagada <box>15 1865 242 1890</box>
pmu-title: TENDER CALL NOTICE NO.- 6ML/2016-17 <box>578 1691 1118 1710</box>
rayagada-ident: Identification No Online Tender /06/ RWSS/RGD/ 2016-17 <box>130 1697 438 1709</box>
header: No. of Works <box>266 2066 310 2102</box>
